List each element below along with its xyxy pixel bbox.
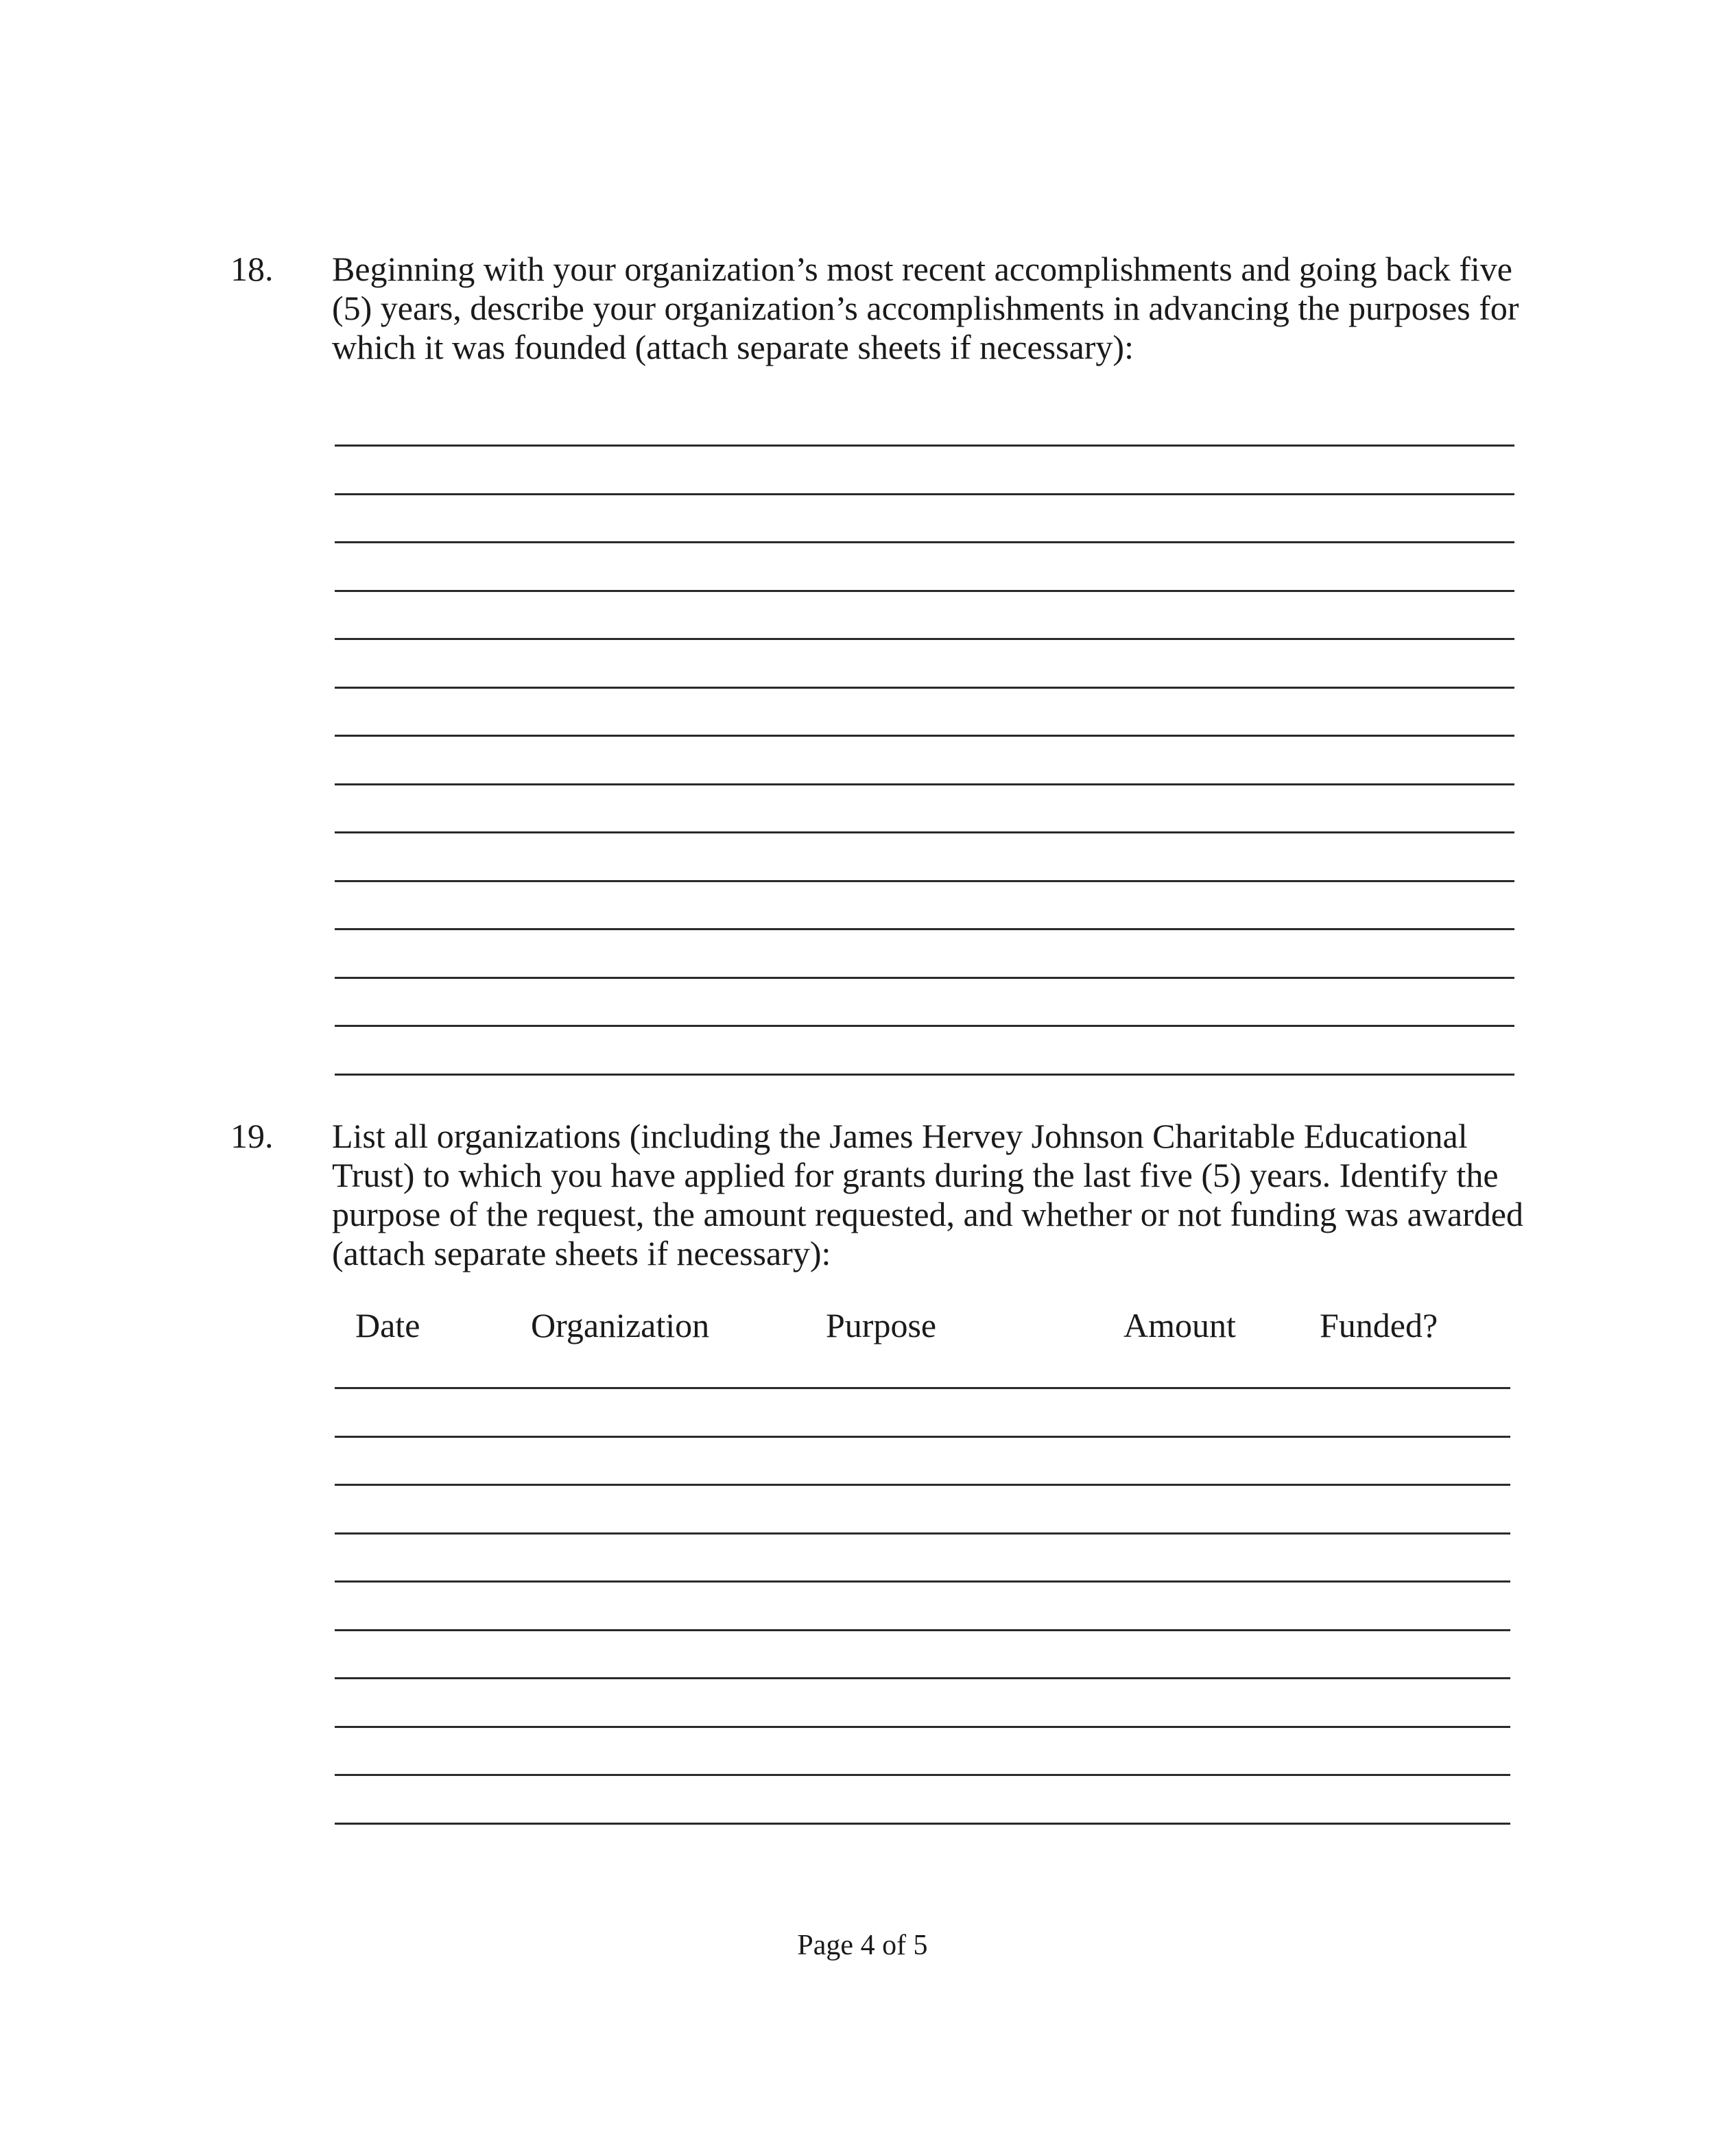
question-18-answer-line[interactable] xyxy=(335,541,1514,543)
question-19-answer-line[interactable] xyxy=(335,1629,1510,1631)
question-18-answer-line[interactable] xyxy=(335,880,1514,882)
column-header-date: Date xyxy=(355,1306,420,1344)
column-header-amount: Amount xyxy=(1123,1306,1236,1344)
question-19-text: List all organizations (including the James Hervey Johnson Charitable Educational Trust) to which you have applied for grants during the last five (5) years. Identify the purpose of the request, the amount requested, and whether or not funding was awarded (attach separate sheets if necessary): xyxy=(332,1117,1523,1272)
question-18-answer-line[interactable] xyxy=(335,638,1514,640)
question-18-answer-line[interactable] xyxy=(335,687,1514,689)
question-18-answer-line[interactable] xyxy=(335,590,1514,592)
question-18-answer-line[interactable] xyxy=(335,1025,1514,1027)
question-19-answer-line[interactable] xyxy=(335,1823,1510,1825)
question-19-answer-line[interactable] xyxy=(335,1726,1510,1728)
question-18-answer-line[interactable] xyxy=(335,783,1514,785)
question-19-answer-line[interactable] xyxy=(335,1484,1510,1486)
question-18-text: Beginning with your organization’s most recent accomplishments and going back five (5) years, describe your organization’s accomplishments in advancing the purposes for which it was founded (attach separate sheets if necessary): xyxy=(332,250,1519,366)
question-19-answer-line[interactable] xyxy=(335,1436,1510,1438)
column-header-organization: Organization xyxy=(531,1306,710,1344)
question-18-answer-line[interactable] xyxy=(335,445,1514,447)
question-18-answer-line[interactable] xyxy=(335,493,1514,495)
question-19-answer-line[interactable] xyxy=(335,1387,1510,1389)
page-number: Page 4 of 5 xyxy=(797,1930,928,1961)
question-19-answer-line[interactable] xyxy=(335,1532,1510,1535)
column-header-purpose: Purpose xyxy=(826,1306,937,1344)
question-18-answer-line[interactable] xyxy=(335,928,1514,930)
question-19-answer-line[interactable] xyxy=(335,1774,1510,1776)
question-18-answer-line[interactable] xyxy=(335,735,1514,737)
question-19-answer-line[interactable] xyxy=(335,1580,1510,1583)
column-header-funded: Funded? xyxy=(1320,1306,1438,1344)
question-18-number: 18. xyxy=(230,250,274,288)
question-18-answer-line[interactable] xyxy=(335,831,1514,833)
question-18-answer-line[interactable] xyxy=(335,1074,1514,1076)
question-18-answer-line[interactable] xyxy=(335,977,1514,979)
question-19-answer-line[interactable] xyxy=(335,1677,1510,1679)
question-19-number: 19. xyxy=(230,1117,274,1155)
